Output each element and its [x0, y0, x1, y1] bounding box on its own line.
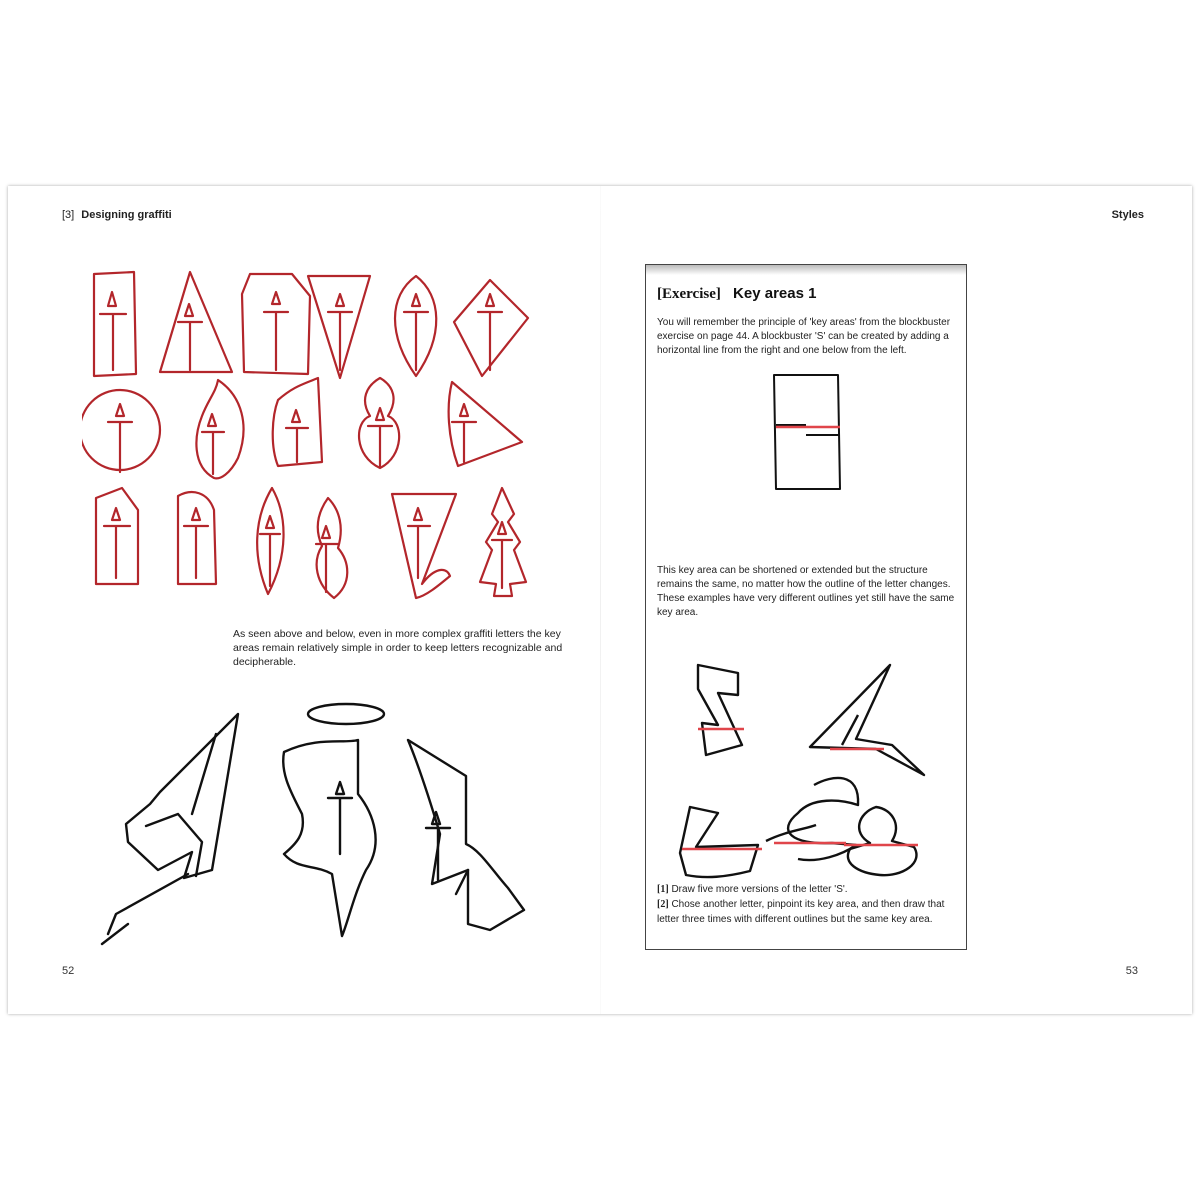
step-number: [1]: [657, 884, 669, 895]
exercise-tag: [Exercise]: [657, 286, 721, 302]
pillar-letter-sketch: [178, 492, 216, 584]
graffiti-halo-letter-sketch: [283, 704, 384, 936]
red-key-area-sketches: [82, 266, 542, 616]
stacked-letter-sketch: [359, 378, 399, 468]
tail-letter-sketch: [392, 494, 456, 598]
house-letter-sketch: [242, 274, 310, 374]
left-running-head: [62, 209, 172, 221]
chapter-number: [3]: [62, 209, 75, 221]
step-text: Chose another letter, pinpoint its key area, and then draw that letter three times with different outlines but the same key area.: [657, 899, 945, 925]
block-letter-sketch: [96, 488, 138, 584]
blockbuster-s-diagram: [646, 365, 966, 565]
step-text: Draw five more versions of the letter 'S'.: [671, 884, 848, 895]
exercise-steps: [657, 882, 961, 927]
drop-letter-sketch: [395, 276, 436, 376]
rect-letter-sketch: [94, 272, 136, 376]
spine-fold: [600, 186, 601, 1014]
shield-letter-sketch: [308, 276, 370, 378]
graffiti-r-sketch: [408, 740, 524, 930]
exercise-box: [645, 264, 967, 950]
diamond-letter-sketch: [454, 280, 528, 376]
s-variation-blocky: [698, 665, 742, 755]
fire-letter-sketch: [316, 498, 347, 598]
flame-letter-sketch: [196, 380, 243, 478]
step-number: [2]: [657, 899, 669, 910]
tree-letter-sketch: [480, 488, 526, 596]
right-running-head: Styles: [1111, 209, 1144, 221]
circle-letter-sketch: [82, 390, 160, 472]
exercise-title: Key areas 1: [733, 285, 817, 302]
complex-graffiti-letters: [88, 674, 548, 964]
right-page-number: 53: [1125, 965, 1138, 977]
wave-letter-sketch: [273, 378, 322, 466]
s-variations-bottom: [646, 805, 966, 890]
s-variation-arrow: [810, 665, 924, 775]
book-spread: [8, 186, 1192, 1014]
exercise-heading: [657, 285, 816, 303]
leaf-letter-sketch: [257, 488, 283, 594]
left-page-number: 52: [62, 965, 75, 977]
exercise-step-2: [657, 897, 961, 927]
arrow-letter-sketch: [449, 382, 522, 466]
triangle-letter-sketch: [160, 272, 232, 372]
chapter-title: Designing graffiti: [81, 209, 172, 221]
left-caption: As seen above and below, even in more complex graffiti letters the key areas remain relatively simple in order to keep letters recognizable and decipherable.: [233, 628, 563, 668]
exercise-intro: You will remember the principle of 'key areas' from the blockbuster exercise on page 44. A blockbuster 'S' can be created by adding a horizontal line from the right and one below from the left.: [657, 317, 951, 356]
graffiti-a-sketch: [102, 714, 238, 944]
exercise-step-1: [657, 882, 961, 897]
exercise-body: This key area can be shortened or extended but the structure remains the same, no matter how the outline of the letter changes. These examples have very different outlines yet still have the same key area.: [657, 565, 955, 618]
